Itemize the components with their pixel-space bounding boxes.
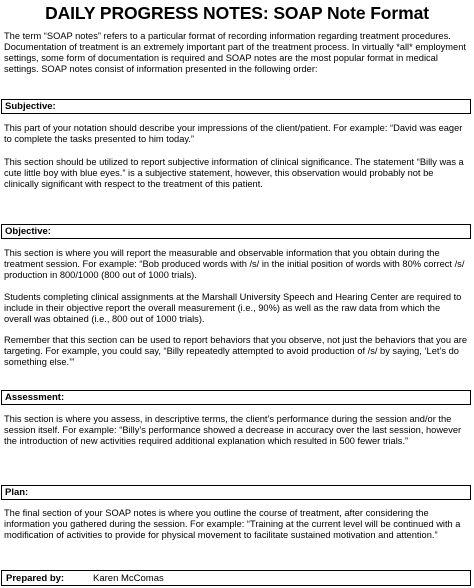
plan-paragraph-1: The final section of your SOAP notes is where you outline the course of treatment, after considering the information you gathered during the session. For example: “Training at the current level will be continued with a modification of activities to provide for physical movement to facilitate sustained motivation and attention.” xyxy=(4,508,461,540)
objective-paragraph-2: Students completing clinical assignments at the Marshall University Speech and Hearing Center are required to include in their objective report the overall measurement (i.e., 90%) as well as the raw data from which the overall was obtained (i.e., 800 out of 1000 trials). xyxy=(4,292,462,324)
plan-heading-box xyxy=(1,485,471,500)
assessment-heading: Assessment: xyxy=(5,392,65,403)
author-name: Karen McComas xyxy=(93,573,164,584)
subjective-heading: Subjective: xyxy=(5,101,56,112)
objective-paragraph-3: Remember that this section can be used to report behaviors that you observe, not just the behaviors that you are targeting. For example, you could say, “Billy repeatedly attempted to avoid production of /s/ by saying, ‘Let’s do something else.’” xyxy=(4,335,468,367)
assessment-heading-box xyxy=(1,390,471,405)
plan-heading: Plan: xyxy=(5,487,29,498)
subjective-heading-box xyxy=(1,99,471,114)
prepared-by-box xyxy=(1,570,471,586)
objective-paragraph-1: This section is where you will report the measurable and observable information that you obtain during the treatment session. For example: “Bob produced words with /s/ in the initial position of words with 80% correct /s/ production in 800/1000 (800 out of 1000 trials). xyxy=(4,248,465,280)
objective-heading: Objective: xyxy=(5,226,51,237)
objective-heading-box xyxy=(1,224,471,239)
prepared-by-label: Prepared by: xyxy=(6,573,65,584)
document-title: DAILY PROGRESS NOTES: SOAP Note Format xyxy=(45,3,429,23)
subjective-paragraph-1: This part of your notation should describe your impressions of the client/patient. For example: “David was eager to complete the tasks presented to him today.” xyxy=(4,123,463,144)
subjective-paragraph-2: This section should be utilized to report subjective information of clinical significance. The statement “Billy was a cute little boy with blue eyes.” is a subjective statement, however, this observation would probably not be clinically significant with respect to the treatment of this patient. xyxy=(4,157,464,189)
assessment-paragraph-1: This section is where you assess, in descriptive terms, the client’s performance during the session and/or the session itself. For example: “Billy’s performance showed a decrease in accuracy over the last session, however the introduction of new activities required additional explanation which resulted in 500 fewer trials.” xyxy=(4,414,462,446)
intro-paragraph: The term “SOAP notes” refers to a particular format of recording information regarding treatment procedures. Documentation of treatment is an extremely important part of the treatment process. In virtually *all* employment settings, some form of documentation is required and SOAP notes are the most popular format in medical settings. SOAP notes consist of information presented in the following order: xyxy=(4,31,466,74)
